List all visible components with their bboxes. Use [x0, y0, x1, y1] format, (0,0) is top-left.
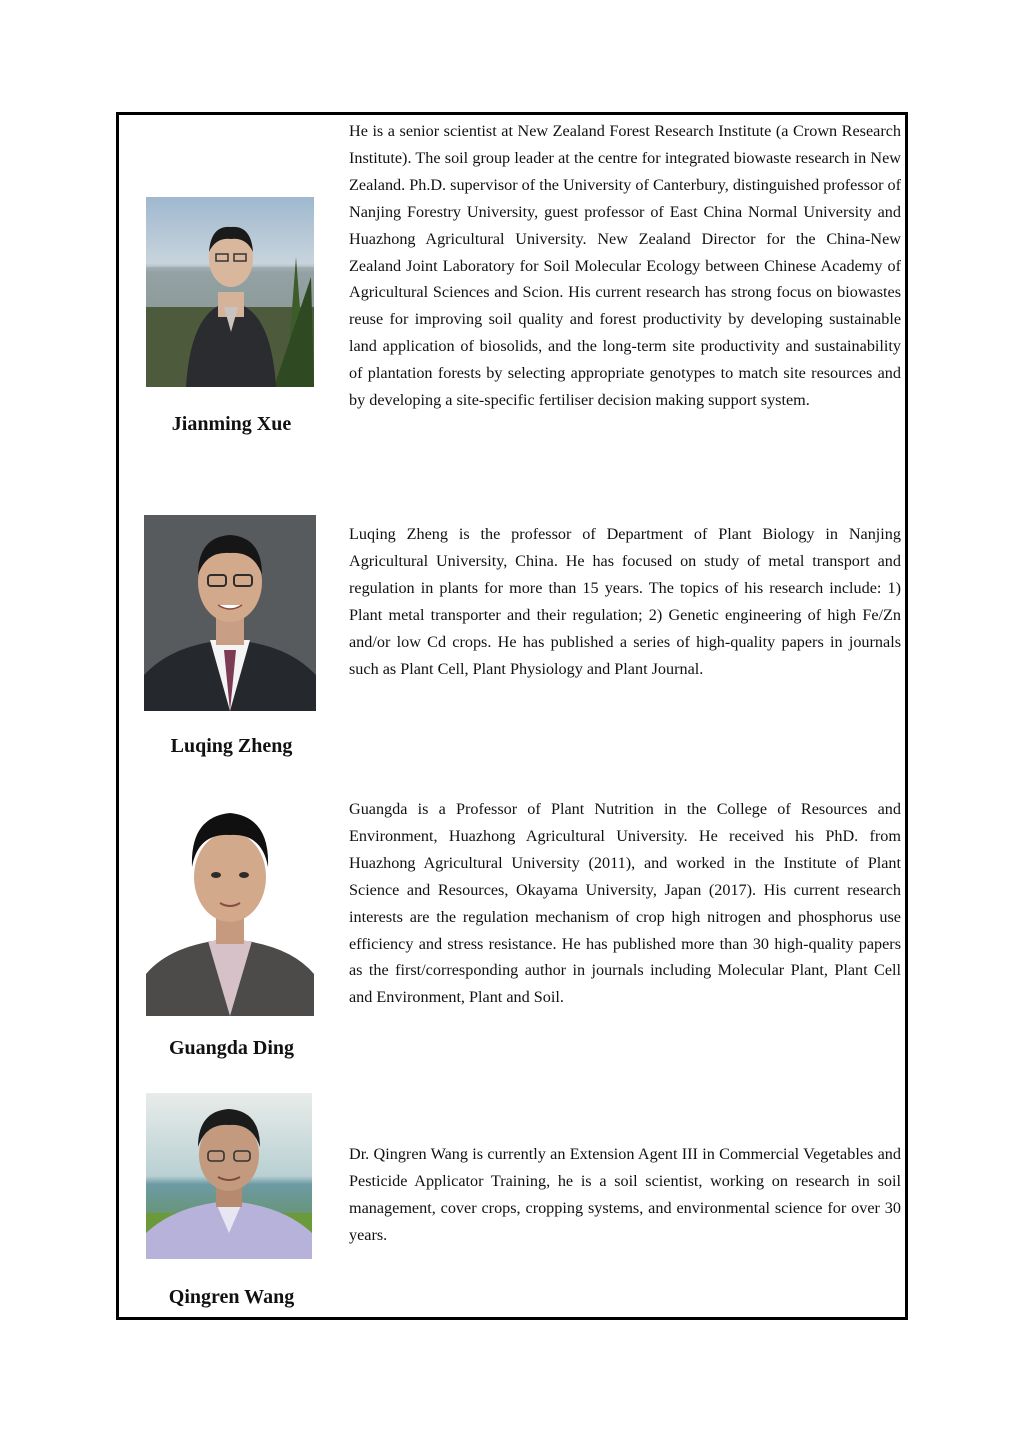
- person-bio: Guangda is a Professor of Plant Nutrition in the College of Resources and Environment, Huazhong Agricultural University. He received his PhD. from Huazhong Agricultural University (2011), and worked in the Institute of Plant Science and Resources, Okayama University, Japan (2017). His current research interests are the regulation mechanism of crop high nitrogen and phosphorus use efficiency and stress resistance. He has published more than 30 high-quality papers as the first/corresponding author in journals including Molecular Plant, Plant Cell and Environment, Plant and Soil.: [349, 800, 901, 1007]
- person-name: Luqing Zheng: [170, 735, 293, 757]
- portrait-photo: [144, 515, 316, 711]
- portrait-photo: [146, 799, 314, 1016]
- portrait-photo: [146, 1093, 312, 1259]
- person-bio: Luqing Zheng is the professor of Department of Plant Biology in Nanjing Agricultural University, China. He has focused on study of metal transport and regulation in plants for more than 15 years. The topics of his research include: 1) Plant metal transporter and their regulation; 2) Genetic engineering of high Fe/Zn and/or low Cd crops. He has published a series of high-quality papers in journals such as Plant Cell, Plant Physiology and Plant Journal.: [349, 525, 901, 678]
- person-bio: Dr. Qingren Wang is currently an Extension Agent III in Commercial Vegetables and Pesticide Applicator Training, he is a soil scientist, working on research in soil management, cover crops, cropping systems, and environmental science for over 30 years.: [349, 1145, 901, 1244]
- person-name: Jianming Xue: [171, 413, 292, 435]
- person-name: Guangda Ding: [168, 1037, 295, 1059]
- person-name: Qingren Wang: [168, 1286, 295, 1308]
- bio-frame: [116, 112, 908, 1320]
- portrait-photo: [146, 197, 314, 387]
- person-bio: He is a senior scientist at New Zealand Forest Research Institute (a Crown Research Institute). The soil group leader at the centre for integrated biowaste research in New Zealand. Ph.D. supervisor of the University of Canterbury, distinguished professor of Nanjing Forestry University, guest professor of East China Normal University and Huazhong Agricultural University. New Zealand Director for the China-New Zealand Joint Laboratory for Soil Molecular Ecology between Chinese Academy of Agricultural Sciences and Scion. His current research has strong focus on biowastes reuse for improving soil quality and forest productivity by developing sustainable land application of biosolids, and the long-term site productivity and sustainability of plantation forests by selecting appropriate genotypes to match site resources and by developing a site-specific fertiliser decision making support system.: [349, 122, 901, 410]
